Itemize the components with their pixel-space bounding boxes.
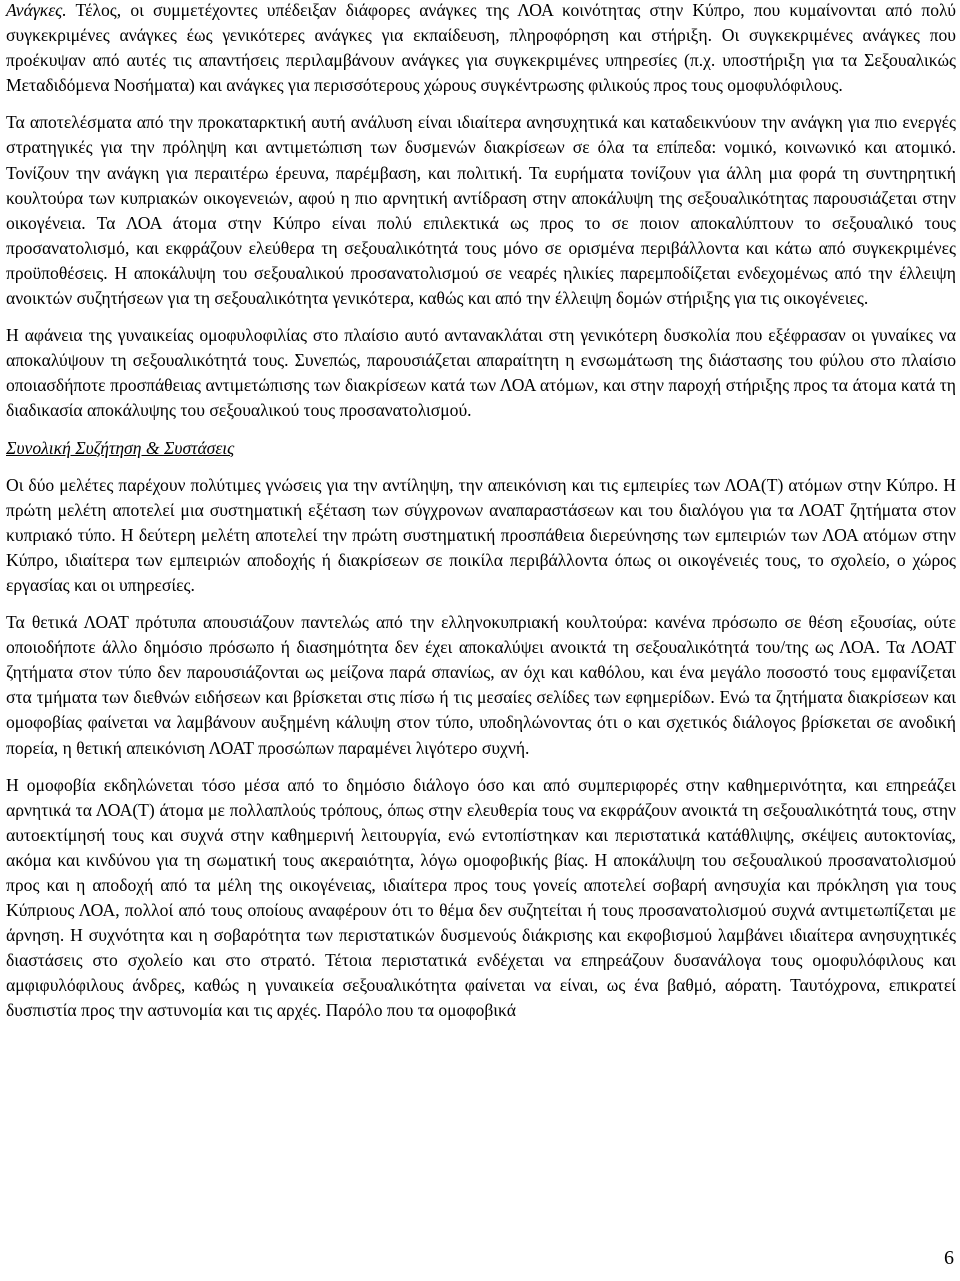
page-number: 6 <box>944 1247 954 1269</box>
section-heading: Συνολική Συζήτηση & Συστάσεις <box>6 437 235 458</box>
body-paragraph: Τα θετικά ΛΟΑΤ πρότυπα απουσιάζουν παντελώς από την ελληνοκυπριακή κουλτούρα: κανένα πρόσωπο σε θέση εξουσίας, ούτε οποιοδήποτε άλλο δημόσιο πρόσωπο ή διασημότητα δεν έχει αποκαλύψει ανοικτά τη σεξουαλικότητά του/της ως ΛΟΑ. Τα ΛΟΑΤ ζητήματα στον τύπο δεν παρουσιάζονται ως μείζονα παρά σπανίως, αν όχι και καθόλου, και ένα μεγάλο ποσοστό τους εμφανίζεται στα τμήματα των διεθνών ειδήσεων και βρίσκεται στις πίσω ή τις μεσαίες σελίδες των εφημερίδων. Ενώ τα ζητήματα διακρίσεων και ομοφοβίας φαίνεται να λαμβάνουν αυξημένη κάλυψη στον τύπο, υποδηλώνοντας ότι ο και σχετικός διάλογος βρίσκεται σε ανοδική πορεία, η θετική απεικόνιση ΛΟΑΤ προσώπων παραμένει λιγότερο συχνή. <box>6 612 956 758</box>
body-paragraph: Η ομοφοβία εκδηλώνεται τόσο μέσα από το δημόσιο διάλογο όσο και από συμπεριφορές στην καθημερινότητα, και επηρεάζει αρνητικά τα ΛΟΑ(Τ) άτομα με πολλαπλούς τρόπους, όπως στην ελευθερία τους να εκφράζουν ανοικτά τη σεξουαλικότητά τους, στην αυτοεκτίμησή τους και συχνά στην καθημερινή λειτουργία, ενώ εντοπίστηκαν και περιστατικά κατάθλιψης, σκέψεις αυτοκτονίας, ακόμα και κινδύνου για τη σωματική τους ακεραιότητα, λόγω ομοφοβικής βίας. Η αποκάλυψη του σεξουαλικού προσανατολισμού προς και η αποδοχή από τα μέλη της οικογένειας, ιδιαίτερα προς τους γονείς αποτελεί σοβαρή ανησυχία και πρόκληση για τους Κύπριους ΛΟΑ, πολλοί από τους οποίους αναφέρουν ότι το θέμα δεν συζητείται ή τους προσανατολισμού συχνά αντιμετωπίζεται με άρνηση. Η συχνότητα και η σοβαρότητα των περιστατικών δυσμενούς διάκρισης και εκφοβισμού λαμβάνει ιδιαίτερα ανησυχητικές διαστάσεις στο σχολείο και στο στρατό. Τέτοια περιστατικά ενδέχεται να επηρεάζουν δυσανάλογα τους ομοφυλόφιλους και αμφιφυλόφιλους άνδρες, καθώς η γυναικεία σεξουαλικότητα φαίνεται να είναι, ως ένα βαθμό, αόρατη. Ταυτόχρονα, επικρατεί δυσπιστία προς την αστυνομία και τις αρχές. Παρόλο που τα ομοφοβικά <box>6 774 956 1021</box>
document-page <box>6 0 956 1036</box>
body-paragraph: Τα αποτελέσματα από την προκαταρκτική αυτή ανάλυση είναι ιδιαίτερα ανησυχητικά και καταδεικνύουν την ανάγκη για πιο ενεργές στρατηγικές για την πρόληψη και αντιμετώπιση των δυσμενών διακρίσεων σε όλα τα επίπεδα: νομικό, κοινωνικό και ατομικό. Τονίζουν την ανάγκη για περαιτέρω έρευνα, παρέμβαση, και πολιτική. Τα ευρήματα τονίζουν για άλλη μια φορά τη συντηρητική κουλτούρα των κυπριακών οικογενειών, αφού η πιο αρνητική αντίδραση στην αποκάλυψη της σεξουαλικότητας παρουσιάζεται στην οικογένεια. Τα ΛΟΑ άτομα στην Κύπρο είναι πολύ επιλεκτικά ως προς το σε ποιον αποκαλύπτουν το σεξουαλικό τους προσανατολισμό, και εκφράζουν ελεύθερα τη σεξουαλικότητά τους μόνο σε ορισμένα περιβάλλοντα και κάτω από συγκεκριμένες προϋποθέσεις. Η αποκάλυψη του σεξουαλικού προσανατολισμού σε νεαρές ηλικίες παρεμποδίζεται ενδεχομένως από την έλλειψη ανοικτών συζητήσεων για τη σεξουαλικότητα γενικότερα, καθώς και από την έλλειψη δομών στήριξης για τις οικογένειες. <box>6 112 956 309</box>
intro-paragraph-text: Τέλος, οι συμμετέχοντες υπέδειξαν διάφορες ανάγκες της ΛΟΑ κοινότητας στην Κύπρο, που κυμαίνονται από πολύ συγκεκριμένες ανάγκες έως γενικότερες ανάγκες για εκπαίδευση, πληροφόρηση και στήριξη. Οι συγκεκριμένες ανάγκες που προέκυψαν από αυτές τις απαντήσεις περιλαμβάνουν ανάγκες για συγκεκριμένες υπηρεσίες (π.χ. υποστήριξη για τα Σεξουαλικώς Μεταδιδόμενα Νοσήματα) και ανάγκες για περισσότερους χώρους συγκέντρωσης φιλικούς προς τους ομοφυλόφιλους. <box>6 0 956 96</box>
body-paragraph: Η αφάνεια της γυναικείας ομοφυλοφιλίας στο πλαίσιο αυτό αντανακλάται στη γενικότερη δυσκολία που εξέφρασαν οι γυναίκες να αποκαλύψουν τη σεξουαλικότητά τους. Συνεπώς, παρουσιάζεται απαραίτητη η ενσωμάτωση της διάστασης του φύλου στο πλαίσιο οποιασδήποτε προσπάθειας αντιμετώπισης των διακρίσεων κατά των ΛΟΑ ατόμων, και στην παροχή στήριξης προς τα άτομα κατά τη διαδικασία αποκάλυψης του σεξουαλικού τους προσανατολισμού. <box>6 325 956 421</box>
paragraph-lead-label: Ανάγκες. <box>6 0 67 20</box>
body-paragraph: Οι δύο μελέτες παρέχουν πολύτιμες γνώσεις για την αντίληψη, την απεικόνιση και τις εμπειρίες των ΛΟΑ(Τ) ατόμων στην Κύπρο. Η πρώτη μελέτη αποτελεί μια συστηματική εξέταση των σύγχρονων αναπαραστάσεων και του διαλόγου για τα ΛΟΑΤ ζητήματα στον κυπριακό τύπο. Η δεύτερη μελέτη αποτελεί την πρώτη συστηματική προσπάθεια διερεύνησης των εμπειριών των ΛΟΑ ατόμων στην Κύπρο, ιδιαίτερα των εμπειριών αποδοχής ή διακρίσεων σε ποικίλα περιβάλλοντα όπως οι οικογένειές τους, το σχολείο, ο χώρος εργασίας και οι υπηρεσίες. <box>6 474 956 595</box>
intro-paragraph <box>6 0 956 98</box>
